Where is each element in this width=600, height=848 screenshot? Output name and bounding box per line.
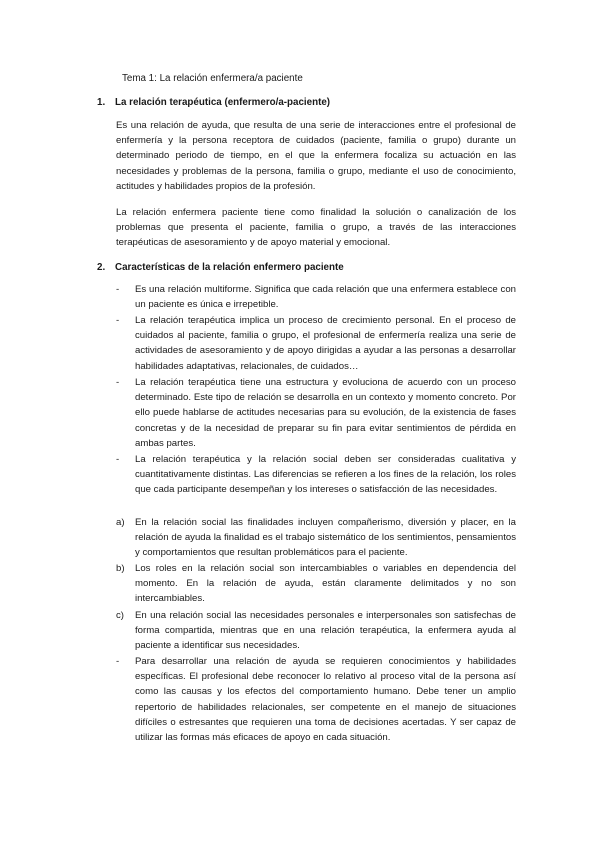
section-title: La relación terapéutica (enfermero/a-paciente) [115, 97, 331, 108]
list-marker: c) [116, 610, 124, 621]
list-item-text: En una relación social las necesidades personales e interpersonales son satisfechas de forma compartida, mientras que en una relación terapéutica, la enfermera ayuda al paciente a identificar sus necesidades. [135, 610, 516, 652]
list-item [116, 608, 516, 654]
document-title: Tema 1: La relación enfermera/a paciente [122, 73, 303, 84]
list-item-text: La relación terapéutica tiene una estructura y evoluciona de acuerdo con un proceso determinado. Este tipo de relación se desarrolla en un contexto y momento concreto. Por ello puede hablarse de actitudes necesarias para su evolución, de la existencia de fases concretas y de la necesidad de preparar su fin para evitar sentimientos de pérdida en ambas partes. [135, 377, 516, 449]
section-title: Características de la relación enfermero paciente [115, 262, 344, 273]
paragraph: La relación enfermera paciente tiene como finalidad la solución o canalización de los problemas que presenta el paciente, familia o grupo, a través de las interacciones terapéuticas de asesoramiento y de apoyo material y emocional. [116, 207, 516, 249]
list-marker: b) [116, 563, 125, 574]
list-item [116, 375, 516, 451]
paragraph: Es una relación de ayuda, que resulta de una serie de interacciones entre el profesional de enfermería y la persona receptora de cuidados (paciente, familia o grupo) durante un determinado periodo de tiempo, en el que la enfermera focaliza su actuación en las necesidades y problemas de la persona, familia o grupo, mediante el uso de conocimiento, actitudes y habilidades propios de la profesión. [116, 120, 516, 192]
list-marker: - [116, 377, 120, 388]
list-item-text: Los roles en la relación social son intercambiables o variables en dependencia del momento. En la relación de ayuda, están claramente delimitados y no son intercambiables. [135, 563, 516, 605]
section-2-heading [97, 262, 344, 273]
list-item [116, 313, 516, 374]
list-item [116, 452, 516, 498]
list-item [116, 561, 516, 607]
list-item-text: La relación terapéutica implica un proceso de crecimiento personal. En el proceso de cuidados al paciente, familia o grupo, el profesional de enfermería realiza una serie de actividades de asesoramiento y de apoyo dirigidas a ayudar a las personas a desarrollar habilidades adaptativas, relacionales, de cuidados… [135, 315, 516, 372]
list-marker: - [116, 315, 120, 326]
list-item [116, 515, 516, 561]
section-1-heading [97, 97, 330, 108]
list-marker: a) [116, 517, 125, 528]
section-number: 1. [97, 97, 106, 108]
list-marker: - [116, 284, 120, 295]
list-item-text: La relación terapéutica y la relación social deben ser consideradas cualitativa y cuantitativamente distintas. Las diferencias se refieren a los fines de la relación, los roles que cada participante desempeñan y los intereses o satisfacción de las necesidades. [135, 454, 516, 496]
list-marker: - [116, 454, 120, 465]
list-item-text: Para desarrollar una relación de ayuda se requieren conocimientos y habilidades específicas. El profesional debe reconocer lo relativo al proceso vital de la persona así como las causas y los efectos del comportamiento humano. Debe tener un amplio repertorio de habilidades relacionales, ser competente en el manejo de situaciones difíciles o estresantes que requieren una toma de decisiones acertadas. Y ser capaz de utilizar las formas más eficaces de apoyo en cada situación. [135, 656, 516, 744]
list-item [116, 282, 516, 312]
list-marker: - [116, 656, 120, 667]
section-number: 2. [97, 262, 106, 273]
list-item-text: Es una relación multiforme. Significa que cada relación que una enfermera establece con un paciente es única e irrepetible. [135, 284, 516, 311]
list-item-text: En la relación social las finalidades incluyen compañerismo, diversión y placer, en la relación de ayuda la finalidad es el trabajo sistemático de los sentimientos, pensamientos y comportamientos que resultan problemáticos para el paciente. [135, 517, 516, 559]
list-item [116, 654, 516, 745]
